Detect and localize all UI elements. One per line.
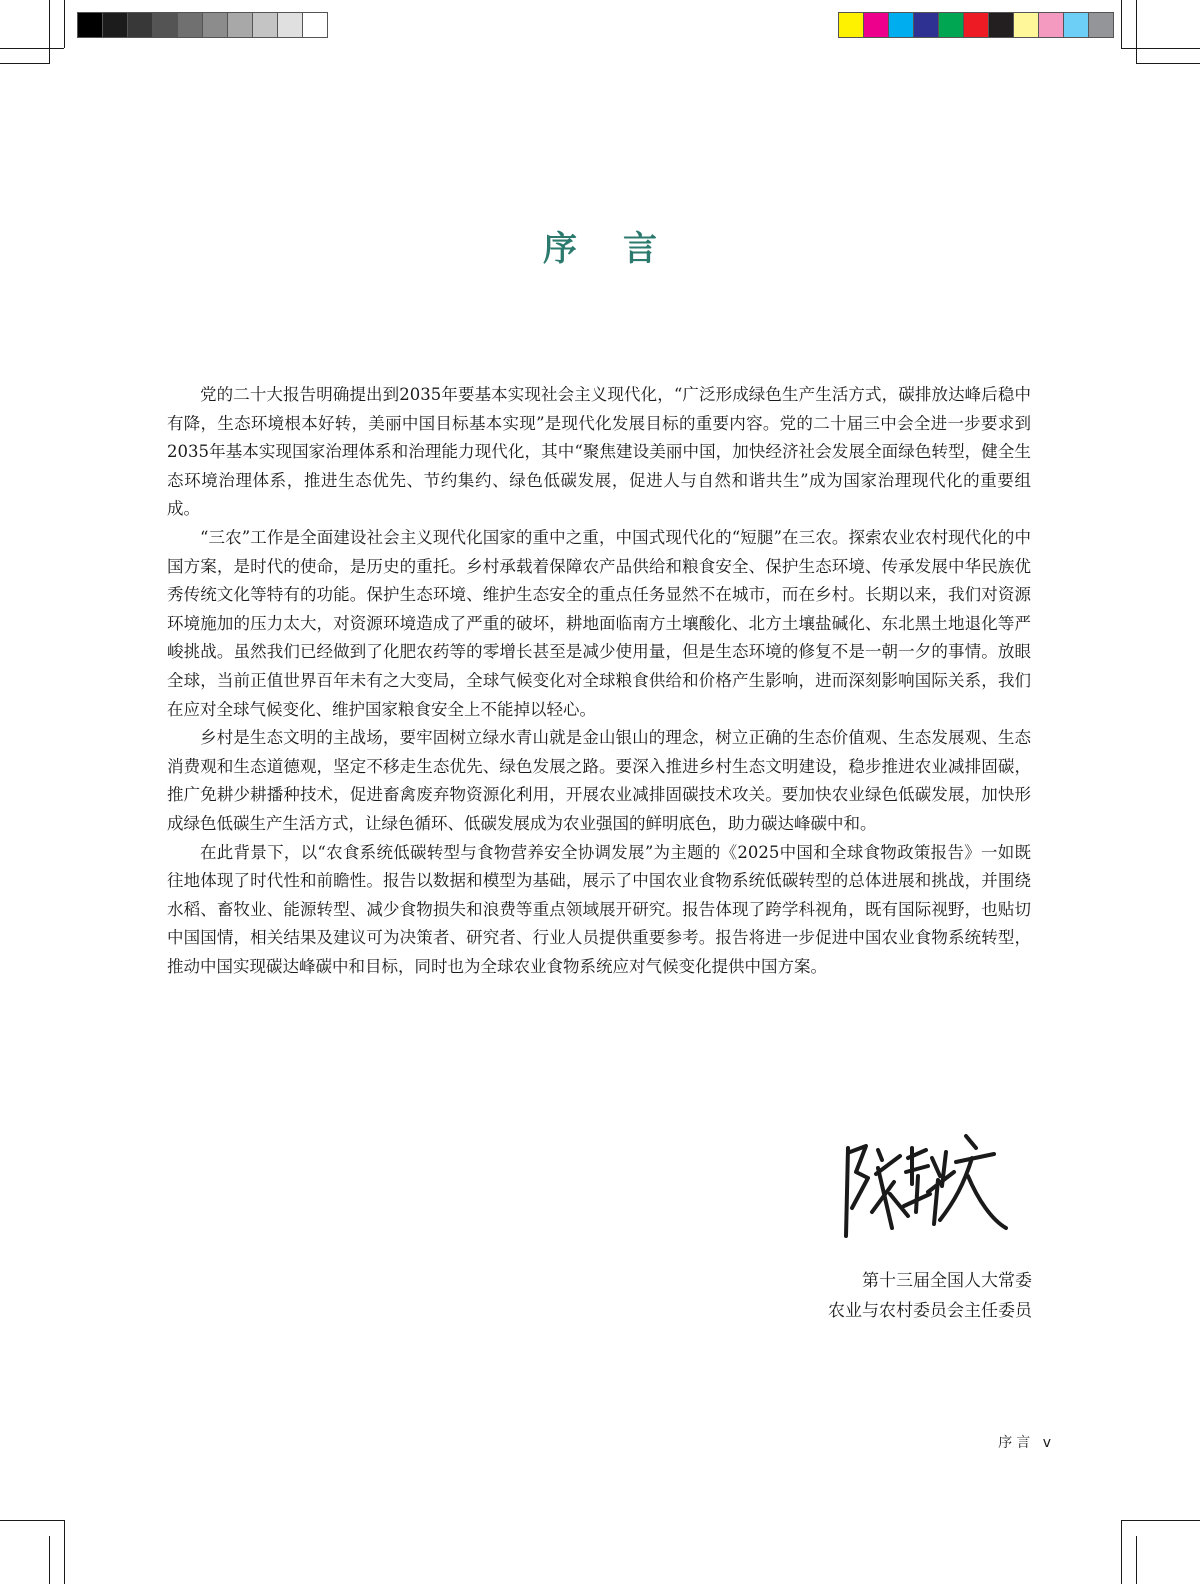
grayscale-calibration-bar	[77, 12, 327, 38]
gray-swatch-6	[202, 12, 228, 38]
color-swatch-4	[913, 12, 939, 38]
gray-swatch-5	[177, 12, 203, 38]
gray-swatch-10	[302, 12, 328, 38]
running-title: 序言	[998, 1435, 1035, 1451]
gray-swatch-2	[102, 12, 128, 38]
gray-swatch-8	[252, 12, 278, 38]
color-calibration-bar	[838, 12, 1113, 38]
color-swatch-2	[863, 12, 889, 38]
color-swatch-6	[963, 12, 989, 38]
color-swatch-10	[1063, 12, 1089, 38]
color-swatch-1	[838, 12, 864, 38]
color-swatch-3	[888, 12, 914, 38]
gray-swatch-4	[152, 12, 178, 38]
color-swatch-8	[1013, 12, 1039, 38]
color-swatch-5	[938, 12, 964, 38]
color-swatch-7	[988, 12, 1014, 38]
handwritten-signature	[842, 1128, 1010, 1248]
paragraph-3: 乡村是生态文明的主战场，要牢固树立绿水青山就是金山银山的理念，树立正确的生态价值观、生态发展观、生态消费观和生态道德观，坚定不移走生态优先、绿色发展之路。要深入推进乡村生态文明建设，稳步推进农业减排固碳，推广免耕少耕播种技术，促进畜禽废弃物资源化利用，开展农业减排固碳技术攻关。要加快农业绿色低碳发展，加快形成绿色低碳生产生活方式，让绿色循环、低碳发展成为农业强国的鲜明底色，助力碳达峰碳中和。	[167, 728, 1031, 833]
page-title: 序言	[543, 228, 703, 269]
page-footer	[998, 1432, 1055, 1452]
color-swatch-9	[1038, 12, 1064, 38]
paragraph-2: “三农”工作是全面建设社会主义现代化国家的重中之重，中国式现代化的“短腿”在三农。探索农业农村现代化的中国方案，是时代的使命，是历史的重托。乡村承载着保障农产品供给和粮食安全、保护生态环境、传承发展中华民族优秀传统文化等特有的功能。保护生态环境、维护生态安全的重点任务显然不在城市，而在乡村。长期以来，我们对资源环境施加的压力太大，对资源环境造成了严重的破坏，耕地面临南方土壤酸化、北方土壤盐碱化、东北黑土地退化等严峻挑战。虽然我们已经做到了化肥农药等的零增长甚至是减少使用量，但是生态环境的修复不是一朝一夕的事情。放眼全球，当前正值世界百年未有之大变局，全球气候变化对全球粮食供给和价格产生影响，进而深刻影响国际关系，我们在应对全球气候变化、维护国家粮食安全上不能掉以轻心。	[167, 527, 1031, 719]
paragraph-1: 党的二十大报告明确提出到2035年要基本实现社会主义现代化，“广泛形成绿色生产生活方式，碳排放达峰后稳中有降，生态环境根本好转，美丽中国目标基本实现”是现代化发展目标的重要内容。党的二十届三中会全进一步要求到2035年基本实现国家治理体系和治理能力现代化，其中“聚焦建设美丽中国，加快经济社会发展全面绿色转型，健全生态环境治理体系，推进生态优先、节约集约、绿色低碳发展，促进人与自然和谐共生”成为国家治理现代化的重要组成。	[167, 385, 1031, 519]
color-swatch-11	[1088, 12, 1114, 38]
author-title-line-2: 农业与农村委员会主任委员	[828, 1301, 1032, 1321]
gray-swatch-3	[127, 12, 153, 38]
preface-body	[167, 381, 1031, 981]
paragraph-4: 在此背景下，以“农食系统低碳转型与食物营养安全协调发展”为主题的《2025中国和全球食物政策报告》一如既往地体现了时代性和前瞻性。报告以数据和模型为基础，展示了中国农业食物系统低碳转型的总体进展和挑战，并围绕水稻、畜牧业、能源转型、减少食物损失和浪费等重点领域展开研究。报告体现了跨学科视角，既有国际视野，也贴切中国国情，相关结果及建议可为决策者、研究者、行业人员提供重要参考。报告将进一步促进中国农业食物系统转型，推动中国实现碳达峰碳中和目标，同时也为全球农业食物系统应对气候变化提供中国方案。	[167, 842, 1031, 976]
author-title-line-1: 第十三届全国人大常委	[862, 1271, 1032, 1291]
gray-swatch-9	[277, 12, 303, 38]
author-title	[828, 1266, 1032, 1326]
page-number: v	[1042, 1435, 1055, 1451]
gray-swatch-7	[227, 12, 253, 38]
gray-swatch-1	[77, 12, 103, 38]
